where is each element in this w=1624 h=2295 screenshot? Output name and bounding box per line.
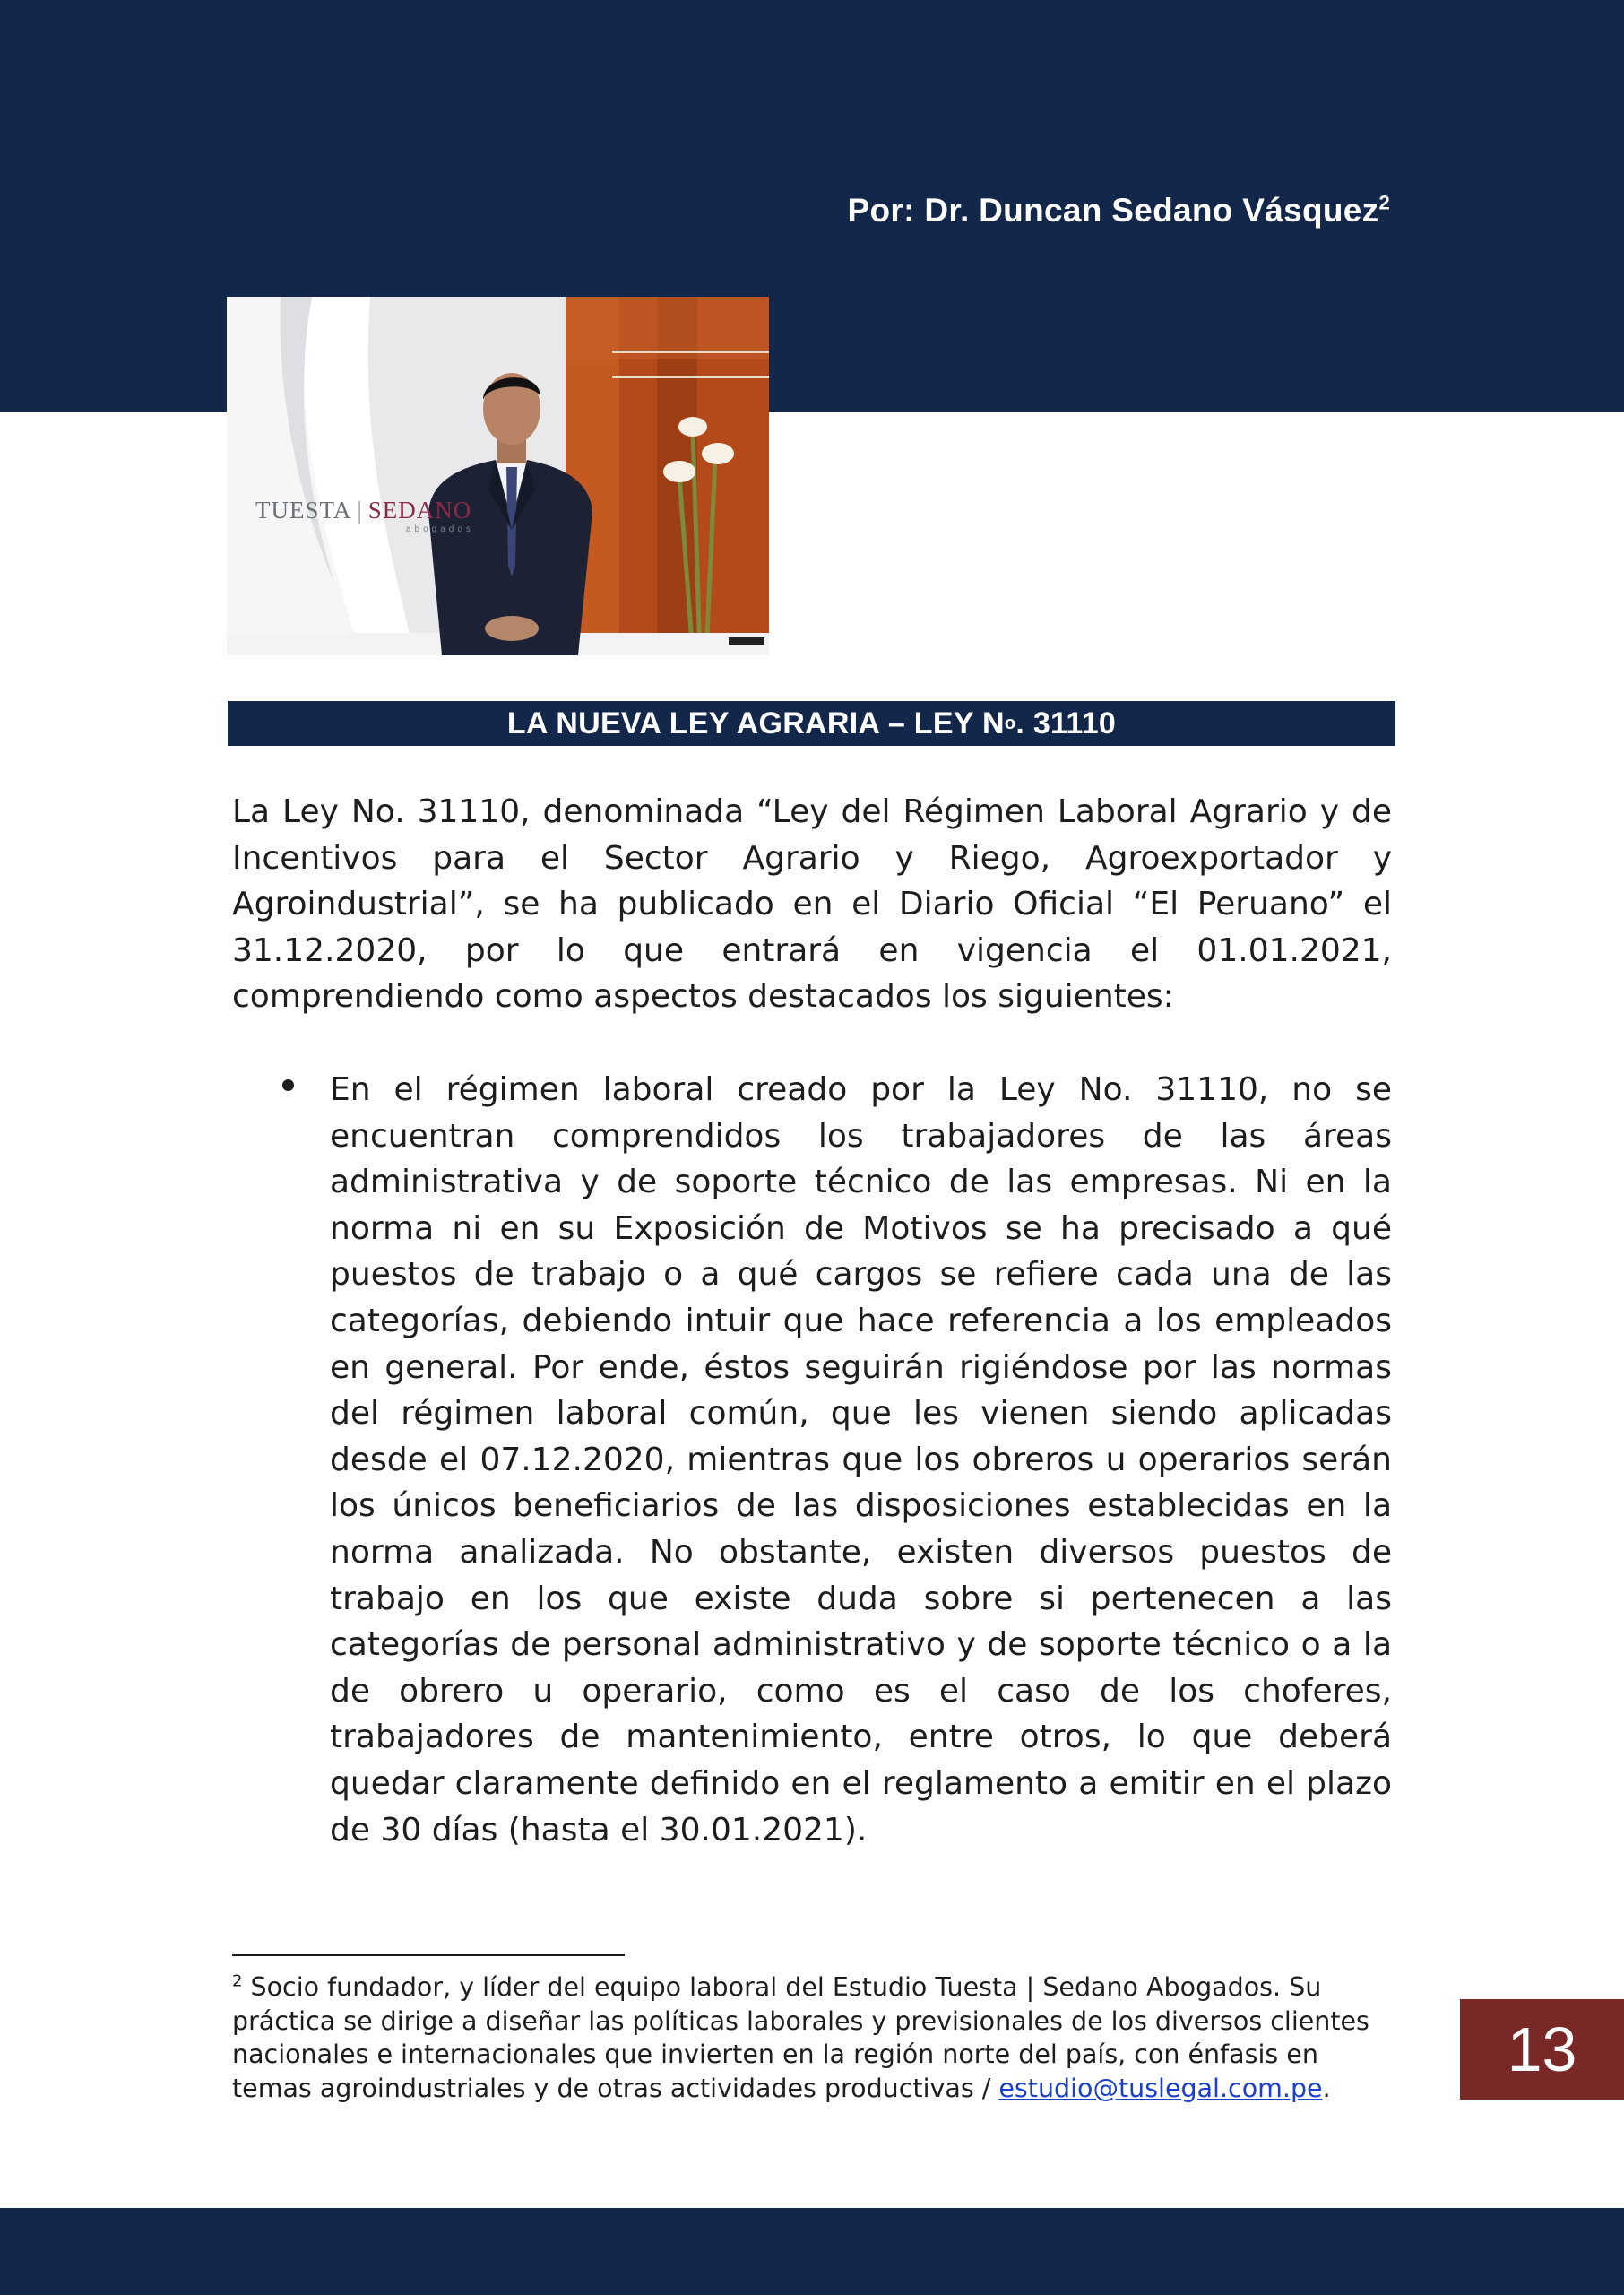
page-number-badge [1460, 1999, 1624, 2100]
author-footnote-mark: 2 [1378, 191, 1390, 214]
bullet-icon [282, 1079, 294, 1091]
footnote-email-link[interactable]: estudio@tuslegal.com.pe [998, 2073, 1323, 2103]
article-title-bar: LA NUEVA LEY AGRARIA – LEY N o . 31110 [228, 701, 1395, 746]
article-title-number: . 31110 [1015, 706, 1117, 740]
author-byline [848, 192, 1390, 230]
author-name: Por: Dr. Duncan Sedano Vásquez [847, 192, 1379, 229]
footnote-end: . [1322, 2073, 1331, 2103]
footnote-mark: 2 [232, 1971, 243, 1991]
bullet-item: En el régimen laboral creado por la Ley No. 31110, no se encuentran comprendidos los trabajadores de las áreas administrativa y de soporte técnico de las empresas. Ni en la norma ni en su Exposición de Motivos se ha precisado a qué puestos de trabajo o a qué cargos se refiere cada una de las categorías, debiendo intuir que hace referencia a los empleados en general. Por ende, éstos seguirán rigiéndose por las normas del régimen laboral común, que les vienen siendo aplicadas desde el 07.12.2020, mientras que los obreros u operarios serán los únicos beneficiarios de las disposiciones establecidas en la norma analizada. No obstante, existen diversos puestos de trabajo en los que existe duda sobre si pertenecen a las categorías de personal administrativo y de soporte técnico o a la de obrero u operario, como es el caso de los choferes, trabajadores de mantenimiento, entre otros, lo que deberá quedar claramente definido en el reglamento a emitir en el plazo de 30 días (hasta el 30.01.2021). [330, 1071, 1392, 1849]
bullet-list [232, 1067, 1392, 1853]
footnote-divider [232, 1954, 625, 1956]
footnote [232, 1970, 1397, 2105]
article-title: LA NUEVA LEY AGRARIA – LEY N [506, 706, 1005, 740]
footnote-text: Socio fundador, y líder del equipo laboral del Estudio Tuesta | Sedano Abogados. Su práctica se dirige a diseñar las políticas laborales y previsionales de los diversos clientes nacionales e internacionales que invierten en la región norte del país, con énfasis en temas agroindustriales y de otras actividades productivas / [232, 1972, 1369, 2103]
logo-subtext: abogados [406, 524, 474, 534]
author-photo [227, 297, 769, 655]
logo-text: TUESTA | SEDANO [255, 497, 472, 524]
page-number: 13 [1507, 2014, 1577, 2084]
intro-paragraph: La Ley No. 31110, denominada “Ley del Régimen Laboral Agrario y de Incentivos para el Sector Agrario y Riego, Agroexportador y Agroindustrial”, se ha publicado en el Diario Oficial “El Peruano” el 31.12.2020, por lo que entrará en vigencia el 01.01.2021, comprendiendo como aspectos destacados los siguientes: [232, 793, 1392, 1016]
footer-band [0, 2208, 1624, 2295]
